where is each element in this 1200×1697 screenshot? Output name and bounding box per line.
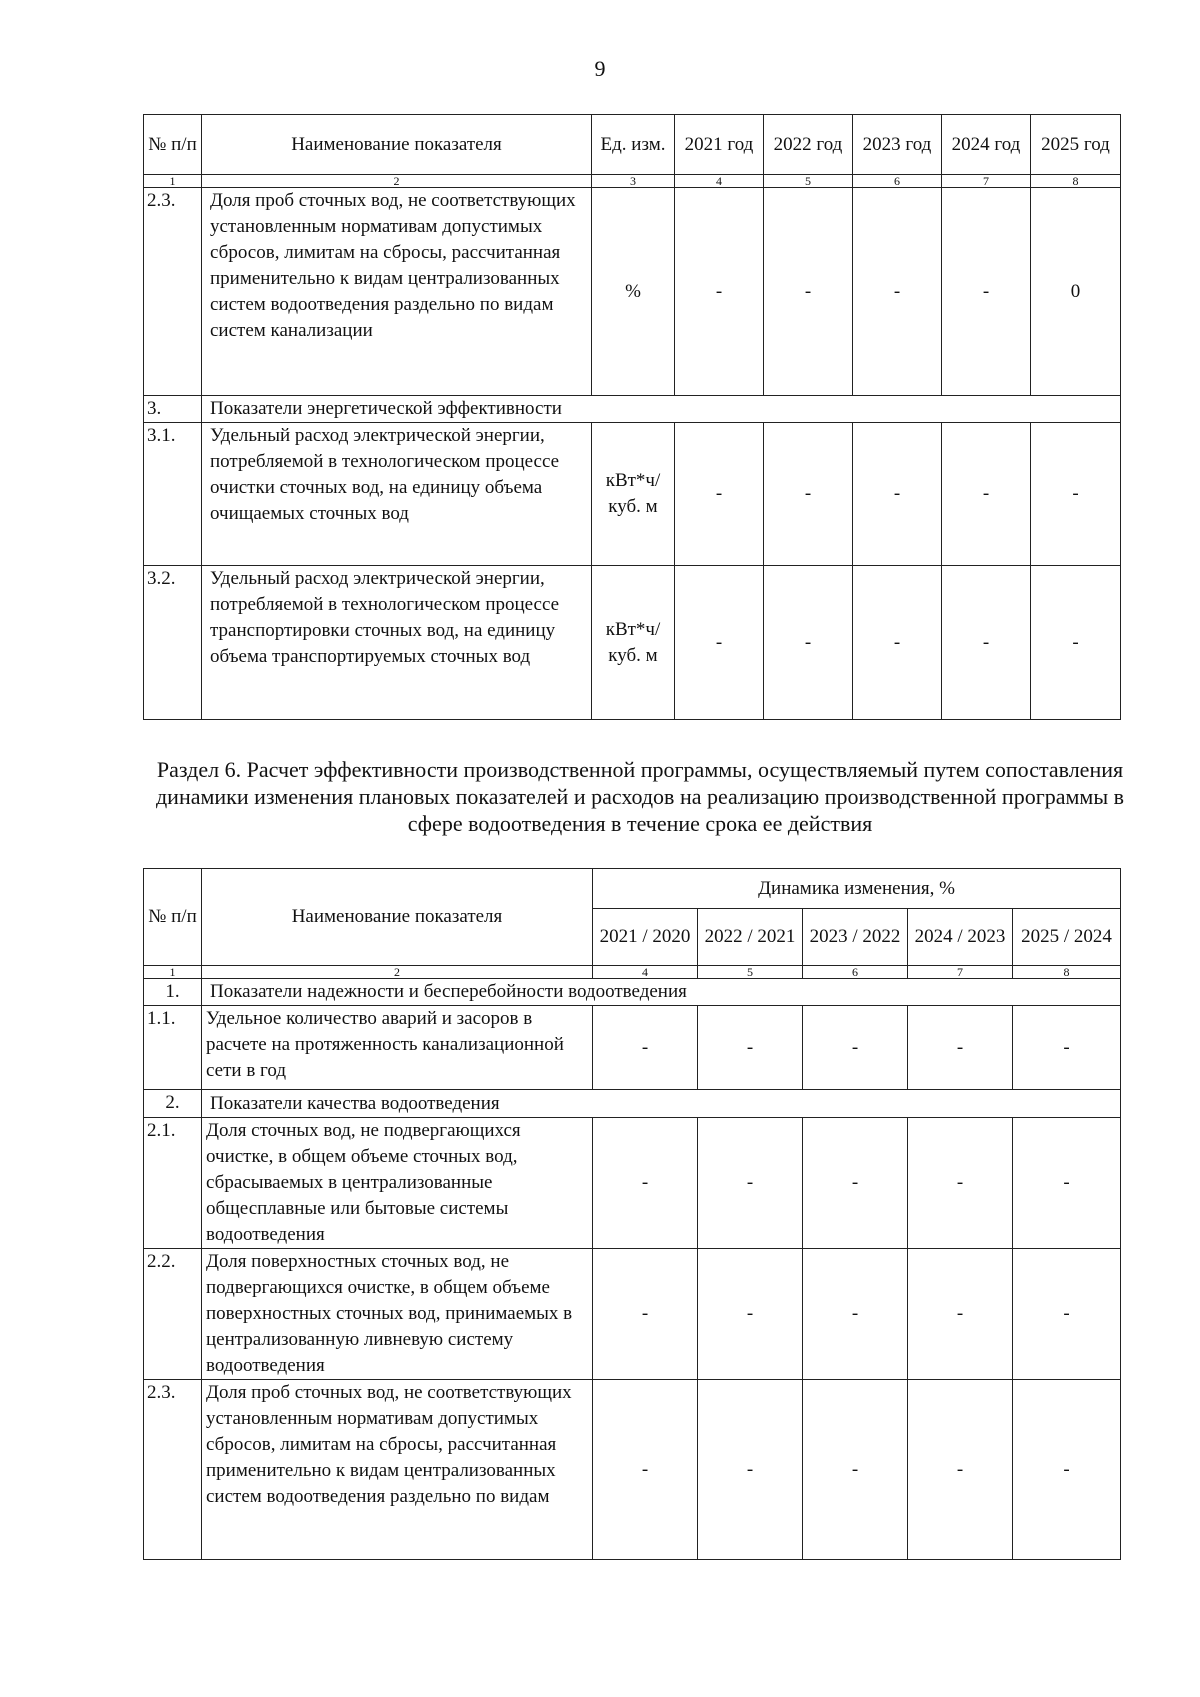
row-value: - xyxy=(942,188,1031,396)
row-value: - xyxy=(1031,423,1121,566)
row-number: 2.2. xyxy=(144,1249,202,1380)
row-value: - xyxy=(764,566,853,720)
row-value: - xyxy=(908,1380,1013,1560)
row-value: - xyxy=(593,1249,698,1380)
header-year: 2022 год xyxy=(764,115,853,175)
row-value: - xyxy=(908,1118,1013,1249)
row-value: - xyxy=(698,1006,803,1090)
header-name: Наименование показателя xyxy=(202,869,593,966)
row-name: Доля проб сточных вод, не соответствующих установленным нормативам допустимых сбросов, лимитам на сбросы, рассчитанная применительно к видам централизованных систем водоотведения раздельно по видам xyxy=(202,1380,593,1560)
row-value: - xyxy=(803,1249,908,1380)
column-number: 5 xyxy=(764,175,853,188)
column-number: 6 xyxy=(853,175,942,188)
row-number: 2.1. xyxy=(144,1118,202,1249)
table-row xyxy=(144,1249,1121,1380)
table-row xyxy=(144,1118,1121,1249)
row-value: - xyxy=(764,188,853,396)
header-year: 2025 год xyxy=(1031,115,1121,175)
row-value: - xyxy=(698,1118,803,1249)
row-unit: кВт*ч/ куб. м xyxy=(592,423,675,566)
row-value: - xyxy=(1013,1380,1121,1560)
column-numbers-row xyxy=(144,175,1121,188)
header-dynamics: Динамика изменения, % xyxy=(593,869,1121,909)
row-value: - xyxy=(593,1380,698,1560)
row-number: 2.3. xyxy=(144,188,202,396)
section-number: 1. xyxy=(144,979,202,1006)
column-number: 7 xyxy=(908,966,1013,979)
row-value: - xyxy=(942,423,1031,566)
row-name: Удельный расход электрической энергии, потребляемой в технологическом процессе очистки сточных вод, на единицу объема очищаемых сточных вод xyxy=(202,423,592,566)
row-value: - xyxy=(698,1380,803,1560)
row-value: 0 xyxy=(1031,188,1121,396)
header-period: 2022 / 2021 xyxy=(698,909,803,966)
row-unit: % xyxy=(592,188,675,396)
header-year: 2023 год xyxy=(853,115,942,175)
header-name: Наименование показателя xyxy=(202,115,592,175)
column-number: 2 xyxy=(202,966,593,979)
section-heading: Раздел 6. Расчет эффективности производственной программы, осуществляемый путем сопоставления динамики изменения плановых показателей и расходов на реализацию производственной программы в сфере водоотведения в течение срока ее действия xyxy=(155,757,1124,836)
column-number: 4 xyxy=(675,175,764,188)
row-value: - xyxy=(593,1006,698,1090)
column-number: 8 xyxy=(1031,175,1121,188)
row-value: - xyxy=(593,1118,698,1249)
row-value: - xyxy=(803,1006,908,1090)
section-row xyxy=(144,979,1121,1006)
row-value: - xyxy=(853,566,942,720)
column-number: 3 xyxy=(592,175,675,188)
row-number: 3.2. xyxy=(144,566,202,720)
section-title: Показатели энергетической эффективности xyxy=(202,396,1121,423)
column-number: 6 xyxy=(803,966,908,979)
row-value: - xyxy=(698,1249,803,1380)
row-name: Удельный расход электрической энергии, потребляемой в технологическом процессе транспортировки сточных вод, на единицу объема транспортируемых сточных вод xyxy=(202,566,592,720)
header-num: № п/п xyxy=(144,869,202,966)
row-value: - xyxy=(803,1118,908,1249)
column-number: 8 xyxy=(1013,966,1121,979)
row-number: 3.1. xyxy=(144,423,202,566)
row-value: - xyxy=(1013,1006,1121,1090)
section-title: Показатели надежности и бесперебойности водоотведения xyxy=(202,979,1121,1006)
row-value: - xyxy=(675,188,764,396)
row-value: - xyxy=(1013,1118,1121,1249)
row-number: 2.3. xyxy=(144,1380,202,1560)
section-number: 3. xyxy=(144,396,202,423)
table-row xyxy=(144,1380,1121,1560)
section-row xyxy=(144,396,1121,423)
table-row xyxy=(144,423,1121,566)
table-row xyxy=(144,188,1121,396)
header-num: № п/п xyxy=(144,115,202,175)
row-value: - xyxy=(942,566,1031,720)
row-name: Удельное количество аварий и засоров в расчете на протяженность канализационной сети в год xyxy=(202,1006,593,1090)
header-period: 2024 / 2023 xyxy=(908,909,1013,966)
header-period: 2025 / 2024 xyxy=(1013,909,1121,966)
row-value: - xyxy=(1013,1249,1121,1380)
row-number: 1.1. xyxy=(144,1006,202,1090)
row-value: - xyxy=(908,1006,1013,1090)
column-numbers-row xyxy=(144,966,1121,979)
column-number: 2 xyxy=(202,175,592,188)
row-value: - xyxy=(853,423,942,566)
row-value: - xyxy=(853,188,942,396)
section-number: 2. xyxy=(144,1090,202,1118)
column-number: 4 xyxy=(593,966,698,979)
column-number: 5 xyxy=(698,966,803,979)
page-number: 9 xyxy=(594,56,606,81)
table-header-row xyxy=(144,869,1121,909)
table-row xyxy=(144,566,1121,720)
row-value: - xyxy=(675,423,764,566)
row-unit: кВт*ч/ куб. м xyxy=(592,566,675,720)
section-row xyxy=(144,1090,1121,1118)
header-year: 2021 год xyxy=(675,115,764,175)
section-title: Показатели качества водоотведения xyxy=(202,1090,1121,1118)
header-year: 2024 год xyxy=(942,115,1031,175)
row-value: - xyxy=(764,423,853,566)
row-name: Доля проб сточных вод, не соответствующих установленным нормативам допустимых сбросов, лимитам на сбросы, рассчитанная применительно к видам централизованных систем водоотведения раздельно по видам систем канализации xyxy=(202,188,592,396)
row-value: - xyxy=(908,1249,1013,1380)
table-row xyxy=(144,1006,1121,1090)
row-value: - xyxy=(803,1380,908,1560)
row-value: - xyxy=(1031,566,1121,720)
table-header-row xyxy=(144,115,1121,175)
column-number: 7 xyxy=(942,175,1031,188)
indicators-table xyxy=(143,114,1121,720)
row-name: Доля сточных вод, не подвергающихся очистке, в общем объеме сточных вод, сбрасываемых в централизованные общесплавные или бытовые системы водоотведения xyxy=(202,1118,593,1249)
column-number: 1 xyxy=(144,966,202,979)
header-period: 2023 / 2022 xyxy=(803,909,908,966)
column-number: 1 xyxy=(144,175,202,188)
dynamics-table xyxy=(143,868,1121,1560)
header-unit: Ед. изм. xyxy=(592,115,675,175)
row-name: Доля поверхностных сточных вод, не подвергающихся очистке, в общем объеме поверхностных сточных вод, принимаемых в централизованную ливневую систему водоотведения xyxy=(202,1249,593,1380)
row-value: - xyxy=(675,566,764,720)
header-period: 2021 / 2020 xyxy=(593,909,698,966)
